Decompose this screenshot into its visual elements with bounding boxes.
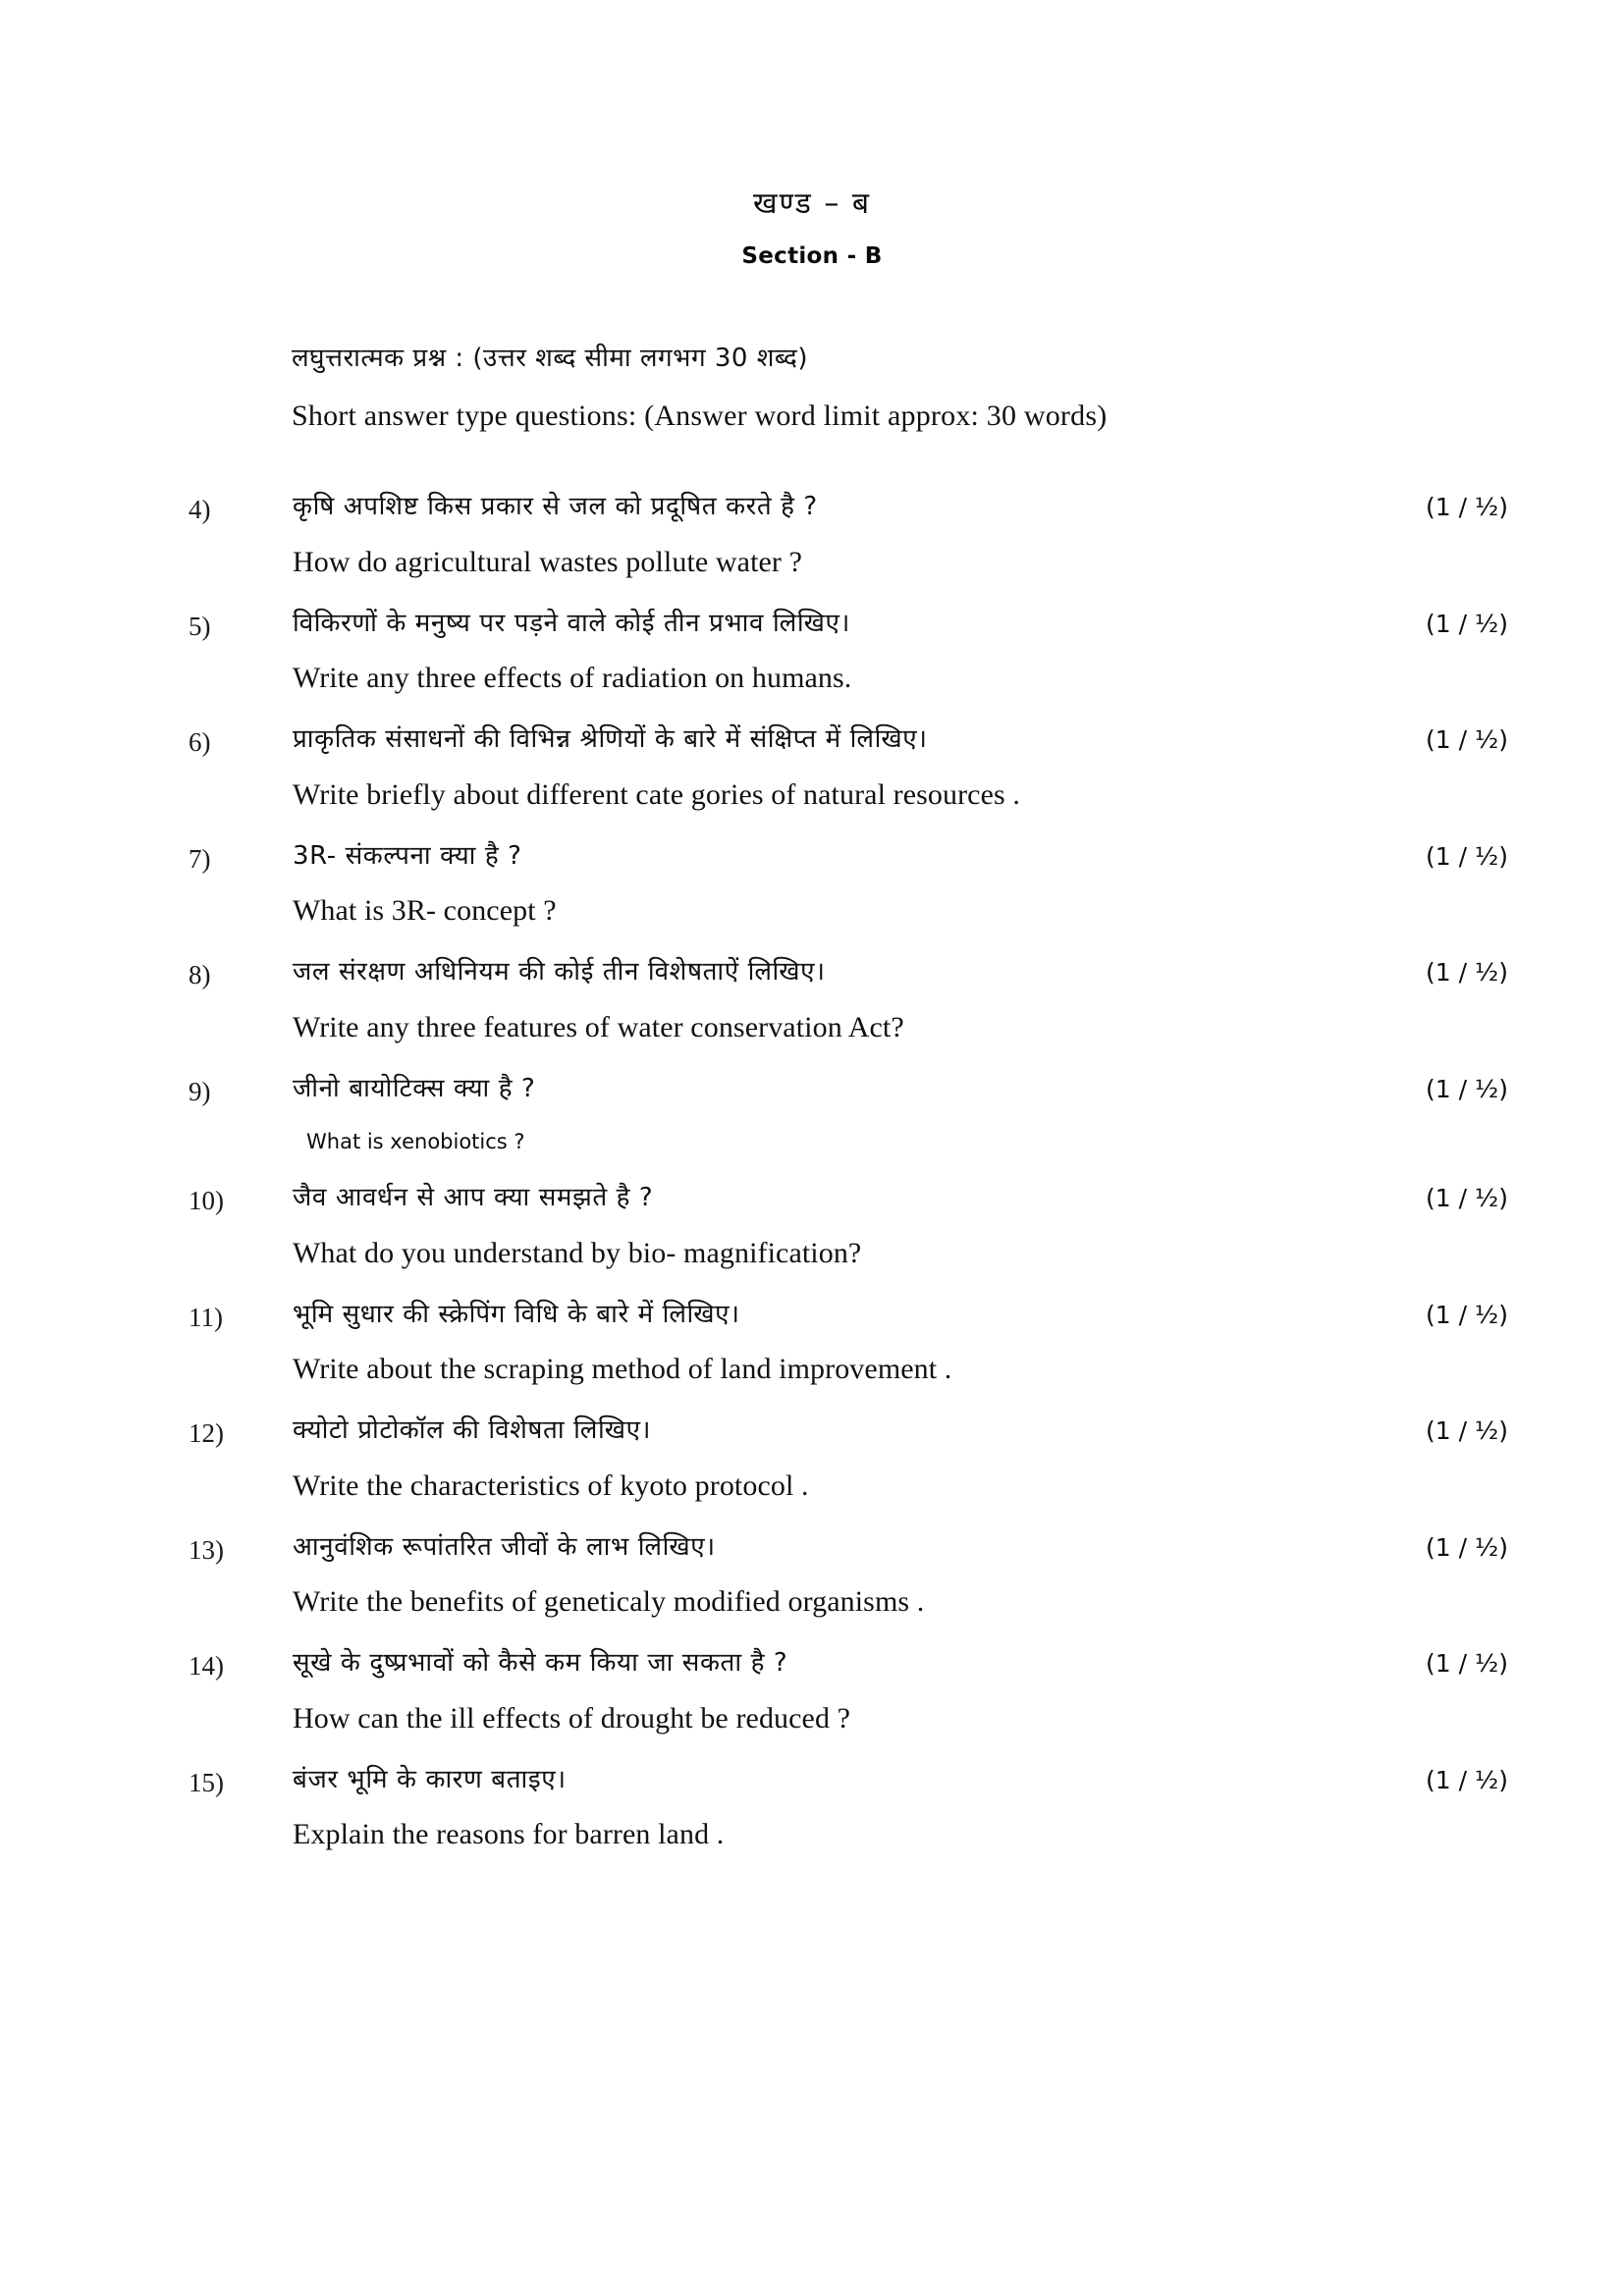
- question-text-english: How do agricultural wastes pollute water ?: [293, 545, 803, 578]
- question-marks: (1 / ½): [1426, 1416, 1508, 1446]
- question-text-hindi: सूखे के दुष्प्रभावों को कैसे कम किया जा सकता है ?: [293, 1648, 788, 1679]
- question-row: [0, 1073, 1624, 1155]
- question-list: [0, 491, 1624, 1880]
- question-body: [293, 1182, 1369, 1271]
- question-body: [293, 1764, 1369, 1853]
- section-title-english: Section - B: [741, 243, 883, 269]
- question-row: [0, 1531, 1624, 1621]
- question-number: 12): [189, 1418, 224, 1449]
- question-number: 14): [189, 1651, 224, 1682]
- question-text-hindi: 3R- संकल्पना क्या है ?: [293, 840, 522, 871]
- question-marks: (1 / ½): [1426, 609, 1508, 638]
- question-body: [293, 1647, 1369, 1736]
- question-text-hindi: क्योटो प्रोटोकॉल की विशेषता लिखिए।: [293, 1415, 652, 1446]
- question-marks: (1 / ½): [1426, 493, 1508, 521]
- question-marks: (1 / ½): [1426, 841, 1508, 871]
- question-text-hindi: कृषि अपशिष्ट किस प्रकार से जल को प्रदूषित करते है ?: [293, 492, 818, 521]
- question-text-hindi: भूमि सुधार की स्क्रेपिंग विधि के बारे में लिखिए।: [293, 1299, 740, 1329]
- question-text-hindi: जल संरक्षण अधिनियम की कोई तीन विशेषताऐं लिखिए।: [293, 957, 826, 987]
- question-text-english: Write the characteristics of kyoto protocol .: [293, 1468, 809, 1502]
- question-number: 13): [189, 1534, 224, 1565]
- question-text-english: Explain the reasons for barren land .: [293, 1818, 725, 1851]
- question-row: [0, 491, 1624, 580]
- question-marks: (1 / ½): [1426, 1532, 1508, 1562]
- question-body: [293, 608, 1369, 697]
- question-text-english: Write any three features of water conservation Act?: [293, 1010, 904, 1043]
- question-body: [293, 1415, 1369, 1504]
- question-text-english: What is 3R- concept ?: [293, 894, 557, 927]
- question-number: 5): [189, 611, 211, 641]
- question-row: [0, 1299, 1624, 1388]
- question-marks: (1 / ½): [1426, 1649, 1508, 1679]
- question-row: [0, 1764, 1624, 1853]
- question-text-english: What is xenobiotics ?: [306, 1130, 525, 1153]
- question-marks: (1 / ½): [1426, 1074, 1508, 1103]
- section-title-hindi: खण्ड – ब: [752, 187, 872, 221]
- question-number: 9): [189, 1076, 211, 1106]
- question-text-english: Write briefly about different cate gories of natural resources .: [293, 777, 1020, 811]
- question-number: 6): [189, 727, 211, 757]
- question-text-hindi: आनुवंशिक रूपांतरित जीवों के लाभ लिखिए।: [293, 1531, 716, 1562]
- question-text-english: Write about the scraping method of land improvement .: [293, 1353, 952, 1386]
- question-text-english: What do you understand by bio- magnification?: [293, 1236, 862, 1269]
- section-header: [0, 187, 1624, 269]
- question-row: [0, 1415, 1624, 1504]
- question-number: 11): [189, 1302, 223, 1332]
- question-row: [0, 723, 1624, 813]
- question-text-hindi: जैव आवर्धन से आप क्या समझते है ?: [293, 1183, 654, 1213]
- question-body: [293, 956, 1369, 1045]
- question-body: [293, 1299, 1369, 1388]
- question-number: 4): [189, 495, 211, 524]
- question-number: 7): [189, 843, 211, 874]
- instructions-block: [292, 339, 1450, 433]
- question-text-hindi: जीनो बायोटिक्स क्या है ?: [293, 1073, 536, 1103]
- question-marks: (1 / ½): [1426, 725, 1508, 754]
- question-marks: (1 / ½): [1426, 958, 1508, 987]
- question-text-hindi: विकिरणों के मनुष्य पर पड़ने वाले कोई तीन प्रभाव लिखिए।: [293, 608, 850, 638]
- question-marks: (1 / ½): [1426, 1765, 1508, 1794]
- question-text-english: How can the ill effects of drought be reduced ?: [293, 1701, 851, 1735]
- question-row: [0, 956, 1624, 1045]
- question-body: [293, 1531, 1369, 1621]
- instructions-english: Short answer type questions: (Answer word limit approx: 30 words): [292, 400, 1108, 432]
- question-marks: (1 / ½): [1426, 1184, 1508, 1213]
- question-number: 8): [189, 960, 211, 989]
- question-row: [0, 1647, 1624, 1736]
- question-body: [293, 840, 1369, 930]
- question-body: [293, 491, 1369, 580]
- question-body: [293, 1073, 1369, 1155]
- question-text-english: Write the benefits of geneticaly modified organisms .: [293, 1585, 925, 1619]
- question-row: [0, 840, 1624, 930]
- question-row: [0, 1182, 1624, 1271]
- question-marks: (1 / ½): [1426, 1300, 1508, 1329]
- question-text-english: Write any three effects of radiation on humans.: [293, 662, 852, 694]
- question-number: 10): [189, 1186, 224, 1216]
- question-text-hindi: बंजर भूमि के कारण बताइए।: [293, 1764, 567, 1794]
- question-row: [0, 608, 1624, 697]
- question-text-hindi: प्राकृतिक संसाधनों की विभिन्न श्रेणियों के बारे में संक्षिप्त में लिखिए।: [293, 724, 928, 754]
- question-number: 15): [189, 1767, 224, 1797]
- instructions-hindi: लघुत्तरात्मक प्रश्न : (उत्तर शब्द सीमा लगभग 30 शब्द): [292, 344, 808, 373]
- question-body: [293, 723, 1369, 813]
